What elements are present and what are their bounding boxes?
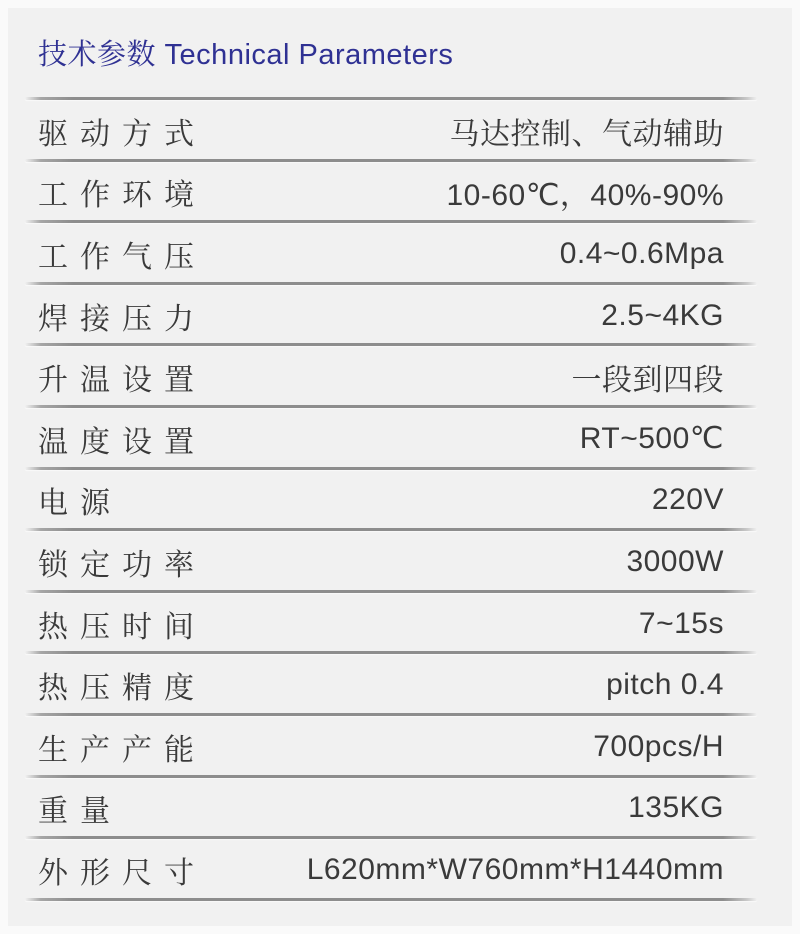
parameter-label: 驱动方式: [38, 117, 206, 151]
table-row: [8, 162, 792, 224]
parameter-value: 3000W: [626, 544, 724, 578]
table-row: [8, 654, 792, 716]
parameter-label: 重量: [38, 795, 122, 829]
table-row: [8, 408, 792, 470]
table-row: [8, 716, 792, 778]
parameter-label: 生产产能: [38, 733, 206, 767]
parameter-value: 135KG: [628, 791, 724, 825]
parameter-label: 热压时间: [38, 610, 206, 644]
parameter-label: 外形尺寸: [38, 856, 206, 890]
parameter-value: 马达控制、气动辅助: [449, 117, 724, 151]
table-row: [8, 839, 792, 901]
parameter-label: 锁定功率: [38, 548, 206, 582]
parameter-label: 电源: [38, 487, 122, 521]
page-title: 技术参数 Technical Parameters: [38, 39, 454, 71]
parameters-table: [8, 100, 792, 901]
page-header: [8, 8, 792, 97]
parameter-label: 焊接压力: [38, 302, 206, 336]
parameter-label: 升温设置: [38, 364, 206, 398]
table-row: [8, 470, 792, 532]
table-row: [8, 593, 792, 655]
parameter-value: 700pcs/H: [593, 729, 724, 763]
parameter-value: 220V: [651, 483, 724, 517]
parameter-label: 工作气压: [38, 240, 206, 274]
parameter-value: 7~15s: [638, 606, 724, 640]
parameter-value: 0.4~0.6Mpa: [559, 236, 724, 270]
parameter-label: 热压精度: [38, 672, 206, 706]
table-row: [8, 100, 792, 162]
parameter-value: pitch 0.4: [606, 668, 724, 702]
parameter-value: L620mm*W760mm*H1440mm: [306, 852, 724, 886]
parameter-value: 10-60℃，40%-90%: [446, 179, 724, 213]
parameter-value: 2.5~4KG: [601, 298, 724, 332]
table-row: [8, 285, 792, 347]
parameter-value: 一段到四段: [571, 364, 724, 398]
parameter-value: RT~500℃: [579, 422, 724, 456]
table-row: [8, 346, 792, 408]
parameter-label: 温度设置: [38, 425, 206, 459]
row-divider: [25, 898, 757, 901]
table-row: [8, 223, 792, 285]
table-row: [8, 531, 792, 593]
parameter-label: 工作环境: [38, 179, 206, 213]
table-row: [8, 778, 792, 840]
